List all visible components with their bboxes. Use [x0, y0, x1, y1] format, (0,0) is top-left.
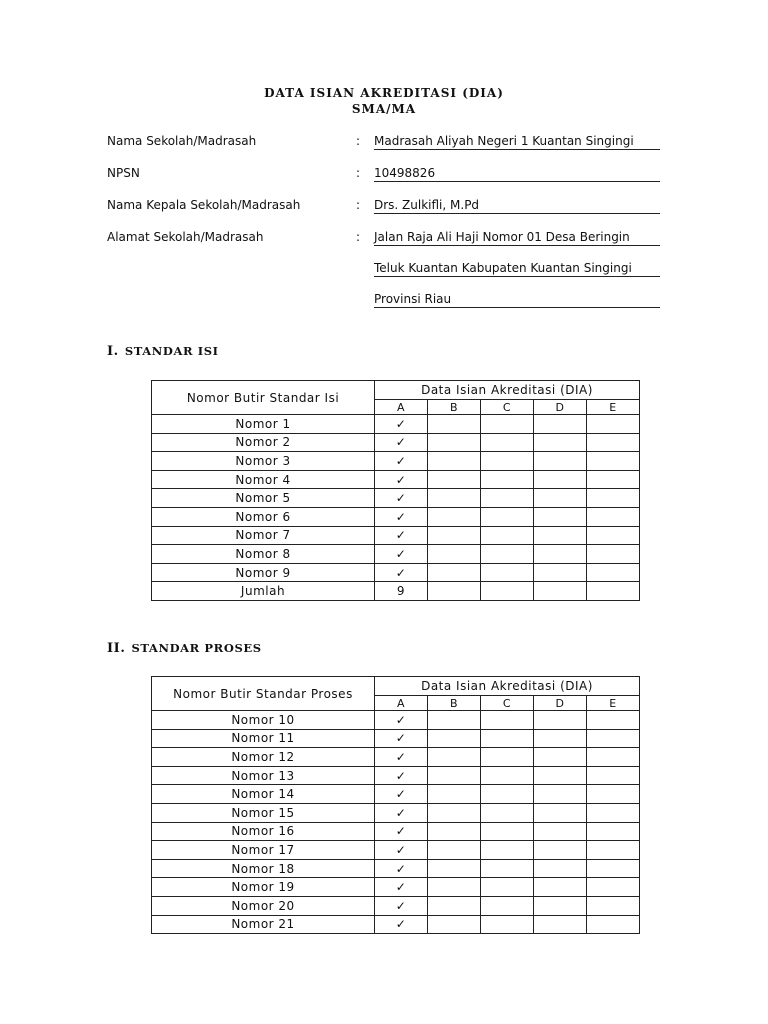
checkmark-icon: ✓ [395, 749, 407, 764]
grade-cell-c [481, 563, 534, 582]
checkmark-icon: ✓ [395, 917, 407, 932]
grade-cell-a [375, 526, 428, 545]
grade-cell-c [481, 415, 534, 434]
grade-cell-e [587, 489, 640, 508]
total-cell-a: 9 [375, 582, 428, 601]
grade-cell-b [428, 507, 481, 526]
checkmark-icon: ✓ [395, 546, 407, 561]
section-title: STANDAR PROSES [131, 641, 262, 655]
grade-cell-c [481, 433, 534, 452]
info-value-address-line-3: Provinsi Riau [374, 292, 660, 308]
grade-cell-b [428, 433, 481, 452]
row-label: Nomor 20 [152, 896, 375, 915]
grade-cell-c [481, 915, 534, 934]
grade-cell-a [375, 415, 428, 434]
grade-header-b: B [428, 400, 481, 415]
table-row [152, 470, 640, 489]
row-label: Nomor 14 [152, 785, 375, 804]
grade-header-d: D [534, 696, 587, 711]
table-row [152, 489, 640, 508]
info-colon: : [356, 134, 361, 148]
row-label: Nomor 1 [152, 415, 375, 434]
checkmark-icon: ✓ [395, 787, 407, 802]
row-label: Nomor 7 [152, 526, 375, 545]
grade-cell-d [534, 729, 587, 748]
grade-cell-b [428, 526, 481, 545]
info-label-address: Alamat Sekolah/Madrasah [107, 230, 264, 244]
grade-cell-c [481, 822, 534, 841]
section-numeral: I. [107, 344, 119, 359]
checkmark-icon: ✓ [395, 491, 407, 506]
grade-cell-b [428, 766, 481, 785]
checkmark-icon: ✓ [395, 528, 407, 543]
grade-cell-c [481, 526, 534, 545]
grade-cell-e [587, 785, 640, 804]
grade-header-a: A [375, 696, 428, 711]
total-cell-e [587, 582, 640, 601]
grade-cell-c [481, 841, 534, 860]
grade-cell-d [534, 841, 587, 860]
row-label: Nomor 3 [152, 452, 375, 471]
checkmark-icon: ✓ [395, 805, 407, 820]
grade-cell-c [481, 452, 534, 471]
row-label: Nomor 2 [152, 433, 375, 452]
grade-cell-c [481, 878, 534, 897]
row-label: Nomor 9 [152, 563, 375, 582]
grade-cell-e [587, 526, 640, 545]
total-cell-c [481, 582, 534, 601]
section-heading-standar-proses [107, 641, 262, 656]
row-label: Nomor 18 [152, 859, 375, 878]
grade-cell-c [481, 803, 534, 822]
grade-cell-b [428, 785, 481, 804]
grade-cell-a [375, 822, 428, 841]
checkmark-icon: ✓ [395, 453, 407, 468]
grade-cell-a [375, 859, 428, 878]
row-label: Nomor 4 [152, 470, 375, 489]
grade-cell-c [481, 711, 534, 730]
grade-header-b: B [428, 696, 481, 711]
section-title: STANDAR ISI [124, 344, 219, 358]
grade-cell-c [481, 729, 534, 748]
row-label: Nomor 21 [152, 915, 375, 934]
grade-cell-d [534, 415, 587, 434]
grade-cell-e [587, 841, 640, 860]
grade-header-d: D [534, 400, 587, 415]
grade-header-c: C [481, 696, 534, 711]
grade-cell-d [534, 915, 587, 934]
table-row [152, 896, 640, 915]
grade-cell-a [375, 878, 428, 897]
info-colon: : [356, 198, 361, 212]
grade-cell-d [534, 785, 587, 804]
grade-cell-b [428, 822, 481, 841]
grade-cell-e [587, 803, 640, 822]
grade-cell-d [534, 563, 587, 582]
grade-cell-b [428, 896, 481, 915]
grade-cell-d [534, 526, 587, 545]
grade-cell-a [375, 785, 428, 804]
grade-cell-c [481, 545, 534, 564]
row-label: Nomor 15 [152, 803, 375, 822]
table-header-dia: Data Isian Akreditasi (DIA) [375, 381, 640, 400]
table-row [152, 915, 640, 934]
grade-cell-a [375, 748, 428, 767]
grade-cell-a [375, 896, 428, 915]
checkmark-icon: ✓ [395, 880, 407, 895]
table-row [152, 822, 640, 841]
standar-isi-table [151, 380, 640, 601]
table-row [152, 415, 640, 434]
row-label: Nomor 6 [152, 507, 375, 526]
row-label: Nomor 17 [152, 841, 375, 860]
grade-cell-a [375, 915, 428, 934]
grade-cell-e [587, 859, 640, 878]
table-row [152, 748, 640, 767]
grade-cell-e [587, 545, 640, 564]
grade-cell-c [481, 859, 534, 878]
row-label: Nomor 10 [152, 711, 375, 730]
table-row [152, 859, 640, 878]
info-value-npsn: 10498826 [374, 166, 660, 182]
info-label-school-name: Nama Sekolah/Madrasah [107, 134, 257, 148]
grade-cell-d [534, 896, 587, 915]
grade-cell-e [587, 415, 640, 434]
checkmark-icon: ✓ [395, 898, 407, 913]
table-row [152, 452, 640, 471]
grade-cell-d [534, 822, 587, 841]
grade-cell-a [375, 433, 428, 452]
info-value-principal: Drs. Zulkifli, M.Pd [374, 198, 660, 214]
grade-cell-e [587, 822, 640, 841]
grade-cell-d [534, 859, 587, 878]
grade-cell-b [428, 415, 481, 434]
table-header-butir: Nomor Butir Standar Proses [152, 677, 375, 711]
grade-cell-a [375, 470, 428, 489]
grade-cell-b [428, 841, 481, 860]
grade-cell-e [587, 711, 640, 730]
grade-cell-b [428, 470, 481, 489]
grade-cell-b [428, 545, 481, 564]
table-row [152, 433, 640, 452]
checkmark-icon: ✓ [395, 768, 407, 783]
grade-cell-b [428, 452, 481, 471]
grade-cell-a [375, 489, 428, 508]
total-cell-d [534, 582, 587, 601]
grade-cell-d [534, 711, 587, 730]
grade-header-e: E [587, 400, 640, 415]
grade-cell-d [534, 803, 587, 822]
grade-cell-d [534, 507, 587, 526]
grade-cell-e [587, 896, 640, 915]
document-subtitle: SMA/MA [351, 102, 417, 116]
info-colon: : [356, 230, 361, 244]
grade-cell-d [534, 545, 587, 564]
grade-cell-d [534, 748, 587, 767]
info-label-npsn: NPSN [107, 166, 140, 180]
grade-cell-d [534, 878, 587, 897]
table-row [152, 729, 640, 748]
grade-cell-e [587, 748, 640, 767]
grade-cell-a [375, 563, 428, 582]
grade-cell-b [428, 803, 481, 822]
section-heading-standar-isi [107, 344, 219, 359]
checkmark-icon: ✓ [395, 861, 407, 876]
grade-cell-e [587, 563, 640, 582]
table-row [152, 878, 640, 897]
total-label: Jumlah [152, 582, 375, 601]
grade-cell-c [481, 507, 534, 526]
table-row [152, 803, 640, 822]
row-label: Nomor 19 [152, 878, 375, 897]
row-label: Nomor 12 [152, 748, 375, 767]
grade-cell-a [375, 803, 428, 822]
table-row [152, 766, 640, 785]
grade-cell-e [587, 878, 640, 897]
grade-cell-a [375, 507, 428, 526]
grade-cell-b [428, 563, 481, 582]
info-colon: : [356, 166, 361, 180]
checkmark-icon: ✓ [395, 416, 407, 431]
row-label: Nomor 8 [152, 545, 375, 564]
info-value-school-name: Madrasah Aliyah Negeri 1 Kuantan Singingi [374, 134, 660, 150]
grade-cell-a [375, 711, 428, 730]
grade-cell-b [428, 859, 481, 878]
grade-cell-e [587, 433, 640, 452]
row-label: Nomor 11 [152, 729, 375, 748]
grade-cell-b [428, 878, 481, 897]
grade-cell-a [375, 729, 428, 748]
total-cell-b [428, 582, 481, 601]
grade-cell-c [481, 896, 534, 915]
grade-cell-c [481, 785, 534, 804]
grade-cell-e [587, 915, 640, 934]
table-row [152, 563, 640, 582]
checkmark-icon: ✓ [395, 842, 407, 857]
grade-header-c: C [481, 400, 534, 415]
grade-cell-a [375, 841, 428, 860]
grade-cell-c [481, 470, 534, 489]
grade-cell-b [428, 489, 481, 508]
grade-cell-e [587, 452, 640, 471]
info-value-address: Jalan Raja Ali Haji Nomor 01 Desa Beringin [374, 230, 660, 246]
grade-cell-e [587, 729, 640, 748]
grade-cell-a [375, 545, 428, 564]
row-label: Nomor 5 [152, 489, 375, 508]
grade-cell-a [375, 452, 428, 471]
table-row-total [152, 582, 640, 601]
table-header-butir: Nomor Butir Standar Isi [152, 381, 375, 415]
grade-cell-e [587, 507, 640, 526]
grade-cell-e [587, 470, 640, 489]
grade-cell-d [534, 452, 587, 471]
checkmark-icon: ✓ [395, 824, 407, 839]
row-label: Nomor 13 [152, 766, 375, 785]
standar-proses-table [151, 676, 640, 934]
grade-header-a: A [375, 400, 428, 415]
table-row [152, 507, 640, 526]
grade-cell-b [428, 711, 481, 730]
document-title: DATA ISIAN AKREDITASI (DIA) [264, 86, 504, 100]
grade-cell-d [534, 433, 587, 452]
grade-cell-a [375, 766, 428, 785]
section-numeral: II. [107, 641, 126, 656]
table-row [152, 711, 640, 730]
grade-cell-b [428, 729, 481, 748]
grade-cell-c [481, 766, 534, 785]
table-row [152, 526, 640, 545]
grade-cell-d [534, 766, 587, 785]
grade-cell-c [481, 748, 534, 767]
checkmark-icon: ✓ [395, 472, 407, 487]
table-row [152, 785, 640, 804]
grade-cell-e [587, 766, 640, 785]
info-value-address-line-2: Teluk Kuantan Kabupaten Kuantan Singingi [374, 261, 660, 277]
checkmark-icon: ✓ [395, 565, 407, 580]
table-row [152, 545, 640, 564]
grade-cell-b [428, 915, 481, 934]
grade-cell-c [481, 489, 534, 508]
grade-cell-d [534, 489, 587, 508]
table-header-dia: Data Isian Akreditasi (DIA) [375, 677, 640, 696]
row-label: Nomor 16 [152, 822, 375, 841]
grade-cell-b [428, 748, 481, 767]
checkmark-icon: ✓ [395, 712, 407, 727]
grade-cell-d [534, 470, 587, 489]
checkmark-icon: ✓ [395, 509, 407, 524]
checkmark-icon: ✓ [395, 435, 407, 450]
table-row [152, 841, 640, 860]
info-label-principal: Nama Kepala Sekolah/Madrasah [107, 198, 301, 212]
grade-header-e: E [587, 696, 640, 711]
checkmark-icon: ✓ [395, 731, 407, 746]
